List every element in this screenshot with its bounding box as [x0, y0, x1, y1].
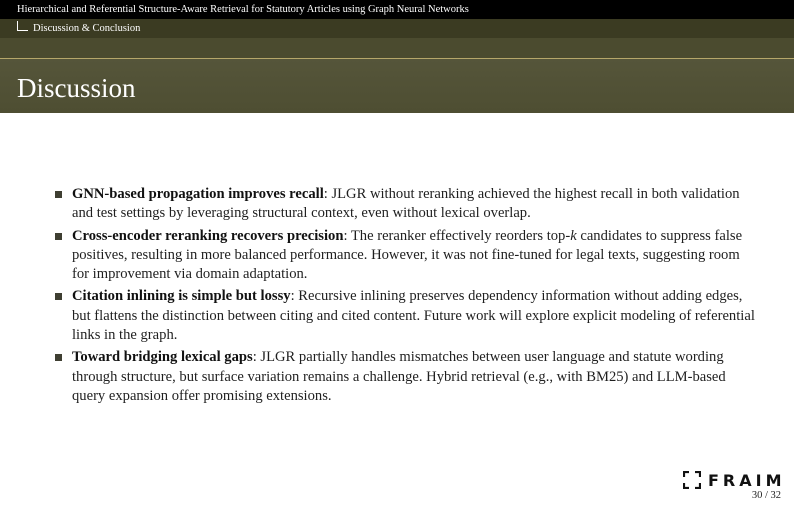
header-spacer: [0, 38, 794, 58]
presentation-title: Hierarchical and Referential Structure-Aware Retrieval for Statutory Articles using Graph Neural Networks: [17, 4, 469, 15]
bullet-heading: Citation inlining is simple but lossy: [72, 288, 291, 305]
slide-title: Discussion: [17, 73, 136, 103]
square-bullet-icon: [55, 233, 62, 240]
square-bullet-icon: [55, 293, 62, 300]
tree-branch-icon: [17, 21, 28, 31]
square-bullet-icon: [55, 191, 62, 198]
bullet-italic: k: [570, 227, 577, 244]
bracket-logo-icon: [683, 471, 701, 489]
bullet-heading: Toward bridging lexical gaps: [72, 349, 253, 366]
bullet-text: : Recursive inlining preserves dependency information without adding edges, but flattens the distinction between citing and cited content. Future work will explore explicit modeling of referential links in the graph.: [72, 288, 755, 344]
bullet-text: candidates to suppress false positives, resulting in more balanced performance. However, it was not fine-tuned for legal texts, suggesting room for improvement via domain adaptation.: [72, 227, 743, 283]
bullet-text: : The reranker effectively reorders top-: [343, 227, 571, 244]
section-title: Discussion & Conclusion: [33, 23, 141, 34]
slide-title-bar: [0, 58, 794, 113]
bullet-text: : JLGR without reranking achieved the highest recall in both validation and test settings by leveraging structural context, even without lexical overlap.: [72, 186, 740, 222]
bullet-heading: Cross-encoder reranking recovers precision: [72, 227, 344, 244]
square-bullet-icon: [55, 354, 62, 361]
list-item: [55, 287, 760, 345]
bullet-heading: GNN-based propagation improves recall: [72, 186, 324, 202]
list-item: [55, 185, 760, 224]
presentation-title-bar: [0, 0, 794, 19]
bullet-list: [55, 185, 760, 409]
bullet-text: : JLGR partially handles mismatches between user language and statute wording through structure, but surface variation remains a challenge. Hybrid retrieval (e.g., with BM25) and LLM-based query expansion offer promising extensions.: [72, 349, 726, 404]
logo-wordmark: FRAIM: [708, 470, 786, 490]
list-item: [55, 348, 760, 406]
section-breadcrumb: [0, 19, 794, 38]
list-item: [55, 227, 760, 285]
page-number: 30 / 32: [751, 490, 781, 501]
fraim-logo: [683, 470, 786, 490]
